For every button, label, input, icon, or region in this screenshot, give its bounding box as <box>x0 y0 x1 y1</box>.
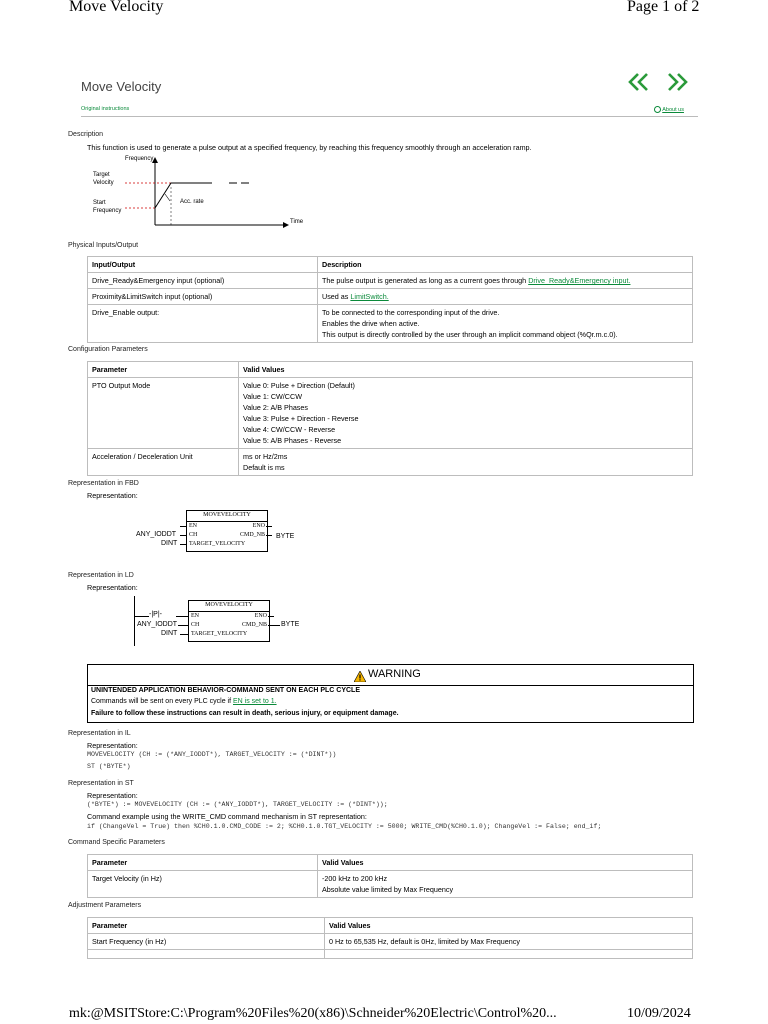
table-cell: Acceleration / Deceleration Unit <box>88 449 239 476</box>
command-params-table <box>87 854 693 898</box>
section-heading-ld: Representation in LD <box>68 572 134 579</box>
table-header-cell: Description <box>318 257 693 273</box>
table-row <box>88 934 693 950</box>
fbd-block-divider <box>187 521 267 522</box>
ld-wire <box>178 625 188 626</box>
adjustment-params-table <box>87 917 693 959</box>
drive-ready-link[interactable]: Drive_Ready&Emergency input. <box>528 276 631 285</box>
ld-block-divider <box>189 611 269 612</box>
ld-wire <box>176 616 188 617</box>
table-cell <box>318 871 693 898</box>
ld-output-byte: BYTE <box>281 621 300 628</box>
graph-frequency-label: Frequency <box>125 156 154 162</box>
warning-line1 <box>91 698 277 705</box>
ld-block-title: MOVEVELOCITY <box>205 602 253 608</box>
original-instructions-link[interactable]: Original instructions <box>81 106 130 112</box>
fbd-output-byte: BYTE <box>276 533 295 540</box>
graph-velocity-label: Velocity <box>93 180 114 186</box>
physical-io-table <box>87 256 693 343</box>
graph-acc-rate-label: Acc. rate <box>180 199 204 205</box>
ld-input-dint: DINT <box>161 630 178 637</box>
warning-line2: Failure to follow these instructions can result in death, serious injury, or equipment damage. <box>91 710 399 717</box>
table-row <box>88 378 693 449</box>
fbd-input-any-ioddt: ANY_IODDT <box>136 531 177 538</box>
fbd-representation-label: Representation: <box>87 491 138 500</box>
ld-wire <box>268 616 274 617</box>
fbd-block-title: MOVEVELOCITY <box>203 512 251 518</box>
section-heading-adjustment: Adjustment Parameters <box>68 902 142 909</box>
row-desc-text: Used as <box>322 292 351 301</box>
st-representation-label: Representation: <box>87 791 138 800</box>
ld-contact-p: -|P|- <box>149 611 162 618</box>
page-header-title: Move Velocity <box>69 0 164 15</box>
table-cell <box>318 305 693 343</box>
st-code-line: (*BYTE*) := MOVEVELOCITY (CH := (*ANY_IODDT*), TARGET_VELOCITY := (*DINT*)); <box>87 801 388 808</box>
graph-target-label: Target <box>93 172 110 178</box>
warning-headline: UNINTENDED APPLICATION BEHAVIOR-COMMAND SENT ON EACH PLC CYCLE <box>91 687 360 694</box>
st-command-example-label: Command example using the WRITE_CMD command mechanism in ST representation: <box>87 812 367 821</box>
graph-start-label: Start <box>93 200 106 206</box>
fbd-function-block <box>186 510 268 552</box>
ld-pin-cmd-nb: CMD_NB <box>241 622 267 628</box>
ld-wire <box>135 616 149 617</box>
limit-switch-link[interactable]: LimitSwitch. <box>350 292 389 301</box>
fbd-pin-cmd-nb: CMD_NB <box>239 532 265 538</box>
row-desc-line: This output is directly controlled by the user through an implicit command object (%Qr.m.c.0). <box>322 330 618 339</box>
ld-wire <box>268 625 280 626</box>
table-cell <box>318 289 693 305</box>
table-header-cell: Parameter <box>88 855 318 871</box>
fbd-pin-eno: ENO <box>252 523 265 529</box>
about-icon <box>654 106 661 113</box>
previous-page-icon[interactable] <box>628 70 650 94</box>
value-line: Default is ms <box>243 463 285 472</box>
page-number: Page 1 of 2 <box>627 0 700 15</box>
table-cell: Drive_Ready&Emergency input (optional) <box>88 273 318 289</box>
table-cell <box>239 378 693 449</box>
warning-icon <box>354 669 366 680</box>
acceleration-ramp-graph <box>87 155 317 230</box>
table-header-row <box>88 257 693 273</box>
section-heading-config: Configuration Parameters <box>68 346 148 353</box>
section-heading-command: Command Specific Parameters <box>68 839 165 846</box>
row-desc-line: Enables the drive when active. <box>322 319 420 328</box>
description-text: This function is used to generate a pulse output at a specified frequency, by reaching this frequency smoothly through an acceleration ramp. <box>87 143 532 152</box>
config-table <box>87 361 693 476</box>
fbd-pin-target-velocity: TARGET_VELOCITY <box>189 541 246 547</box>
row-desc-text: The pulse output is generated as long as a current goes through <box>322 276 529 285</box>
ld-pin-en: EN <box>191 613 199 619</box>
table-row <box>88 871 693 898</box>
about-us-link[interactable] <box>654 106 684 113</box>
table-header-row <box>88 918 693 934</box>
ld-pin-target-velocity: TARGET_VELOCITY <box>191 631 248 637</box>
table-header-cell: Valid Values <box>325 918 693 934</box>
fbd-wire <box>266 526 272 527</box>
ld-pin-ch: CH <box>191 622 200 628</box>
value-line: Value 1: CW/CCW <box>243 392 302 401</box>
value-line: -200 kHz to 200 kHz <box>322 874 388 883</box>
table-header-cell: Valid Values <box>318 855 693 871</box>
fbd-input-dint: DINT <box>161 540 178 547</box>
section-heading-il: Representation in IL <box>68 730 131 737</box>
fbd-wire <box>180 526 186 527</box>
fbd-wire <box>266 535 272 536</box>
il-representation-label: Representation: <box>87 741 138 750</box>
warning-box <box>87 664 694 723</box>
table-header-row <box>88 855 693 871</box>
st-code-line: if (ChangeVel = True) then %CH0.1.0.CMD_CODE := 2; %CH0.1.0.TGT_VELOCITY := 5000; WRITE_CMD(%CH0.1.0); ChangeVel := False; end_if; <box>87 823 602 830</box>
il-code-line: MOVEVELOCITY (CH := (*ANY_IODDT*), TARGET_VELOCITY := (*DINT*)) <box>87 751 337 758</box>
ld-wire <box>180 634 188 635</box>
table-row <box>88 449 693 476</box>
value-line: ms or Hz/2ms <box>243 452 288 461</box>
section-heading-physical: Physical Inputs/Output <box>68 242 139 249</box>
fbd-wire <box>180 544 186 545</box>
value-line: Value 3: Pulse + Direction - Reverse <box>243 414 359 423</box>
warning-line1-text: Commands will be sent on every PLC cycle if <box>91 698 233 705</box>
table-header-cell: Input/Output <box>88 257 318 273</box>
ld-power-rail <box>134 596 135 646</box>
table-cell: Proximity&LimitSwitch input (optional) <box>88 289 318 305</box>
fbd-pin-ch: CH <box>189 532 198 538</box>
footer-date: 10/09/2024 <box>627 1006 691 1021</box>
table-cell <box>88 950 325 959</box>
table-header-cell: Parameter <box>88 362 239 378</box>
ld-representation-label: Representation: <box>87 583 138 592</box>
graph-time-label: Time <box>290 219 304 225</box>
table-header-row <box>88 362 693 378</box>
section-heading-fbd: Representation in FBD <box>68 480 139 487</box>
table-header-cell: Valid Values <box>239 362 693 378</box>
value-line: Value 5: A/B Phases - Reverse <box>243 436 342 445</box>
graph-start-frequency-label: Frequency <box>93 208 122 214</box>
fbd-pin-en: EN <box>189 523 197 529</box>
table-cell <box>325 950 693 959</box>
about-us-label: About us <box>662 106 684 113</box>
table-row <box>88 305 693 343</box>
table-cell: Drive_Enable output: <box>88 305 318 343</box>
ld-function-block <box>188 600 270 642</box>
row-desc-line: To be connected to the corresponding input of the drive. <box>322 308 500 317</box>
table-header-cell: Parameter <box>88 918 325 934</box>
section-heading-st: Representation in ST <box>68 780 134 787</box>
warning-divider <box>88 685 693 686</box>
table-cell <box>318 273 693 289</box>
next-page-icon[interactable] <box>666 70 688 94</box>
ld-input-any-ioddt: ANY_IODDT <box>137 621 178 628</box>
section-heading-description: Description <box>68 131 104 138</box>
value-line: Value 4: CW/CCW - Reverse <box>243 425 336 434</box>
value-line: Value 2: A/B Phases <box>243 403 308 412</box>
table-cell: Start Frequency (in Hz) <box>88 934 325 950</box>
table-row <box>88 950 693 959</box>
doc-title: Move Velocity <box>81 79 162 94</box>
table-cell: Target Velocity (in Hz) <box>88 871 318 898</box>
warning-title: WARNING <box>368 668 421 680</box>
header-divider <box>81 116 698 117</box>
value-line: Value 0: Pulse + Direction (Default) <box>243 381 355 390</box>
table-cell: PTO Output Mode <box>88 378 239 449</box>
en-set-link[interactable]: EN is set to 1. <box>233 698 277 705</box>
footer-path: mk:@MSITStore:C:\Program%20Files%20(x86)\Schneider%20Electric\Control%20... <box>69 1006 557 1021</box>
table-cell <box>239 449 693 476</box>
fbd-wire <box>180 535 186 536</box>
ld-pin-eno: ENO <box>254 613 267 619</box>
table-cell: 0 Hz to 65,535 Hz, default is 0Hz, limited by Max Frequency <box>325 934 693 950</box>
table-row <box>88 273 693 289</box>
table-row <box>88 289 693 305</box>
il-code-line: ST (*BYTE*) <box>87 763 131 770</box>
value-line: Absolute value limited by Max Frequency <box>322 885 454 894</box>
